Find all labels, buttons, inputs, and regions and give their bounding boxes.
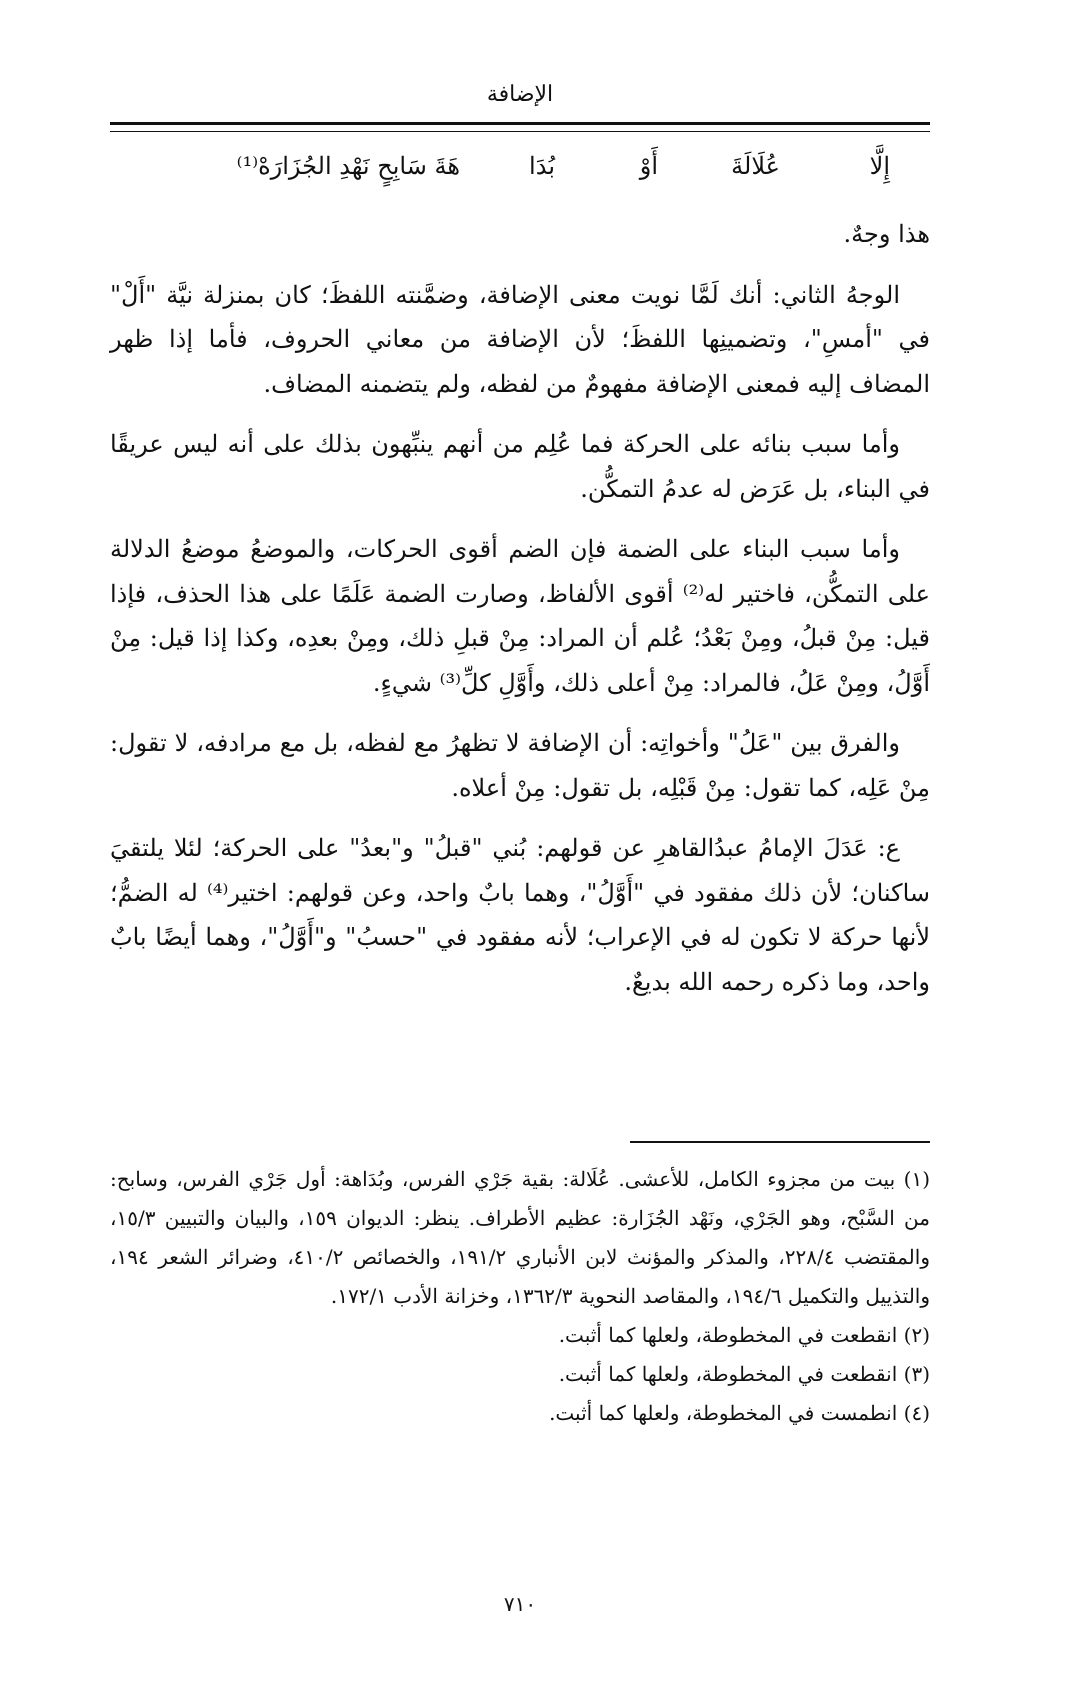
verse-word-1: إِلَّا xyxy=(869,152,890,180)
paragraph: ع: عَدَلَ الإمامُ عبدُالقاهرِ عن قولهم: بُني "قبلُ" و"بعدُ" على الحركة؛ لئلا يلتقيَ ساكنان؛ لأن ذلك مفقود في "أَوَّلُ"، وهما بابٌ واحد، وعن قولهم: اختير⁽⁴⁾ له الضمُّ؛ لأنها حركة لا تكون له في الإعراب؛ لأنه مفقود في "حسبُ" و"أَوَّلُ"، وهما أيضًا بابٌ واحد، وما ذكره رحمه الله بديعٌ. xyxy=(110,834,930,996)
book-page xyxy=(110,0,930,1698)
paragraph: الوجهُ الثاني: أنك لَمَّا نويت معنى الإضافة، وضمَّنته اللفظَ؛ كان بمنزلة نيَّة "أَلْ" في "أمسِ"، وتضمينِها اللفظَ؛ لأن الإضافة من معاني الحروف، فأما إذا ظهر المضاف إليه فمعنى الإضافة مفهومٌ من لفظه، ولم يتضمنه المضاف. xyxy=(110,280,930,398)
paragraph: والفرق بين "عَلُ" وأخواتِه: أن الإضافة لا تظهرُ مع لفظه، بل مع مرادفه، لا تقول: مِنْ عَلِه، كما تقول: مِنْ قَبْلِه، بل تقول: مِنْ أعلاه. xyxy=(110,729,930,802)
page-number: ٧١٠ xyxy=(503,1592,537,1616)
header-rule-thick xyxy=(110,122,930,125)
footnote-4: (٤) انطمست في المخطوطة، ولعلها كما أثبت. xyxy=(549,1401,930,1425)
paragraph: هذا وجهٌ. xyxy=(843,220,930,248)
verse-word-5: هَةَ سَابِحٍ نَهْدِ الجُزَارَهْ⁽¹⁾ xyxy=(236,152,460,180)
poem-verse xyxy=(110,152,930,196)
verse-word-4: بُدَا xyxy=(529,152,555,180)
verse-word-2: عُلَالَةَ xyxy=(731,152,780,180)
header-rule-thin xyxy=(110,131,930,132)
footnote-3: (٣) انقطعت في المخطوطة، ولعلها كما أثبت. xyxy=(558,1362,930,1386)
footnote-1: (١) بيت من مجزوء الكامل، للأعشى. عُلَالة: بقية جَرْي الفرس، وبُدَاهة: أول جَرْي الفرس، وسابح: من السَّبْح، وهو الجَرْي، ونَهْد الجُزَارة: عظيم الأطراف. ينظر: الديوان ١٥٩، والبيان والتبيين ١٥/٣، والمقتضب ٢٢٨/٤، والمذكر والمؤنث لابن الأنباري ١٩١/٢، والخصائص ٤١٠/٢، وضرائر الشعر ١٩٤، والتذييل والتكميل ١٩٤/٦، والمقاصد النحوية ١٣٦٢/٣، وخزانة الأدب ١٧٢/١. xyxy=(110,1167,930,1308)
footnote-2: (٢) انقطعت في المخطوطة، ولعلها كما أثبت. xyxy=(558,1323,930,1347)
running-title: الإضافة xyxy=(486,82,554,107)
main-text xyxy=(110,212,930,1020)
footnote-separator xyxy=(630,1141,930,1143)
paragraph: وأما سبب بنائه على الحركة فما عُلِم من أنهم ينبِّهون بذلك على أنه ليس عريقًا في البناء، بل عَرَض له عدمُ التمكُّن. xyxy=(110,430,930,503)
paragraph: وأما سبب البناء على الضمة فإن الضم أقوى الحركات، والموضعُ موضعُ الدلالة على التمكُّن، فاختير له⁽²⁾ أقوى الألفاظ، وصارت الضمة عَلَمًا على هذا الحذف، فإذا قيل: مِنْ قبلُ، ومِنْ بَعْدُ؛ عُلم أن المراد: مِنْ قبلِ ذلك، ومِنْ بعدِه، وكذا إذا قيل: مِنْ أَوَّلُ، ومِنْ عَلُ، فالمراد: مِنْ أعلى ذلك، وأَوَّلِ كلِّ⁽³⁾ شيءٍ. xyxy=(110,535,930,697)
verse-word-3: أَوْ xyxy=(639,152,658,180)
footnotes xyxy=(110,1160,930,1433)
